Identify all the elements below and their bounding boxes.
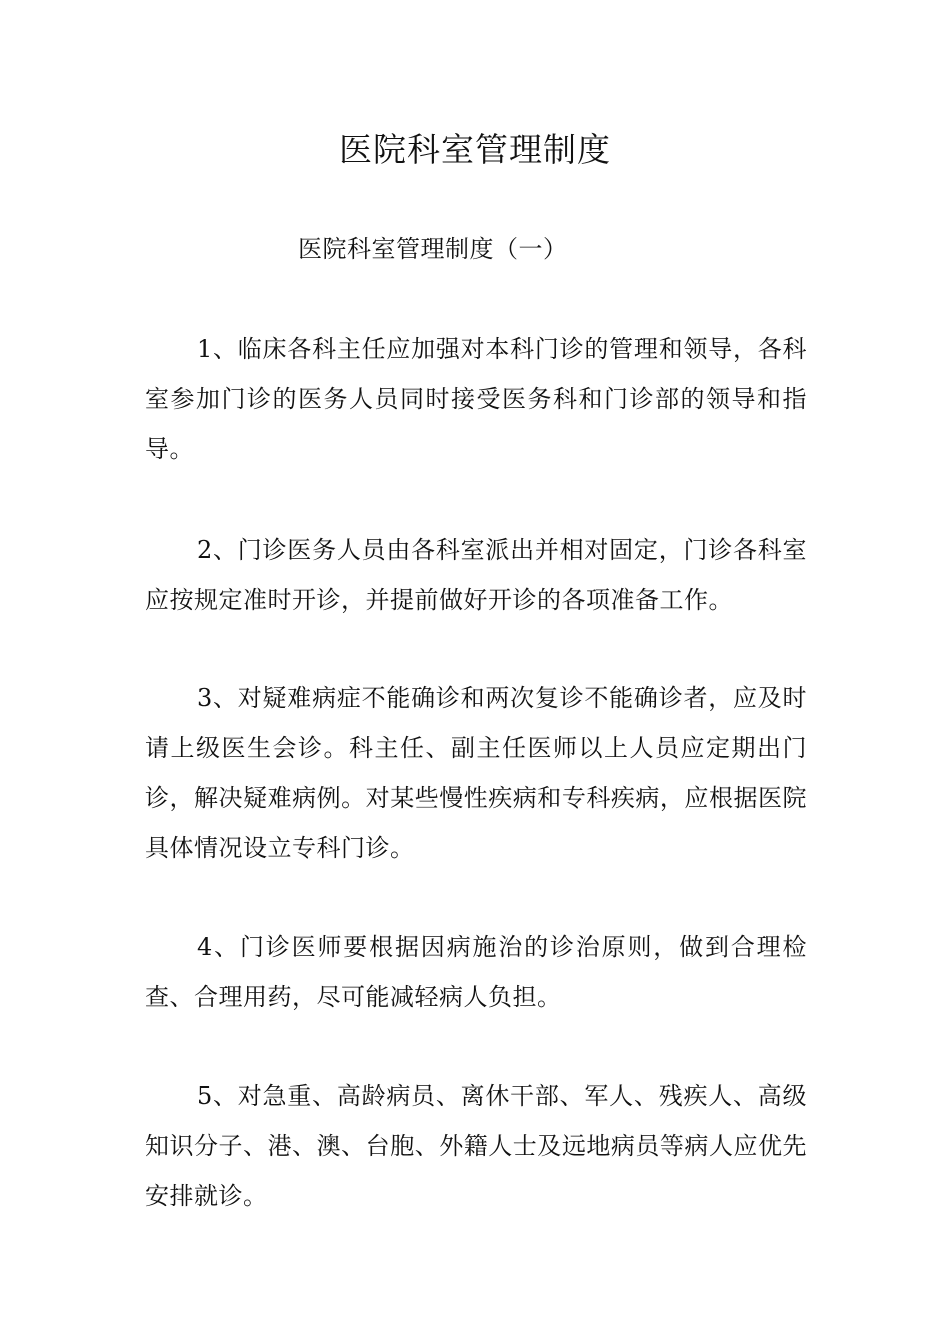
section-subtitle: 医院科室管理制度（一） (298, 235, 568, 263)
paragraph-5: 5、对急重、高龄病员、离休干部、军人、残疾人、高级知识分子、港、澳、台胞、外籍人士及远地病员等病人应优先安排就诊。 (145, 1082, 807, 1210)
paragraph-2: 2、门诊医务人员由各科室派出并相对固定，门诊各科室应按规定准时开诊，并提前做好开诊的各项准备工作。 (145, 536, 807, 614)
page-title: 医院科室管理制度 (339, 130, 611, 169)
paragraph-1: 1、临床各科主任应加强对本科门诊的管理和领导，各科室参加门诊的医务人员同时接受医务科和门诊部的领导和指导。 (145, 335, 807, 463)
paragraph-3: 3、对疑难病症不能确诊和两次复诊不能确诊者，应及时请上级医生会诊。科主任、副主任医师以上人员应定期出门诊，解决疑难病例。对某些慢性疾病和专科疾病，应根据医院具体情况设立专科门诊。 (145, 684, 807, 862)
paragraph-4: 4、门诊医师要根据因病施治的诊治原则，做到合理检查、合理用药，尽可能减轻病人负担。 (145, 933, 807, 1011)
